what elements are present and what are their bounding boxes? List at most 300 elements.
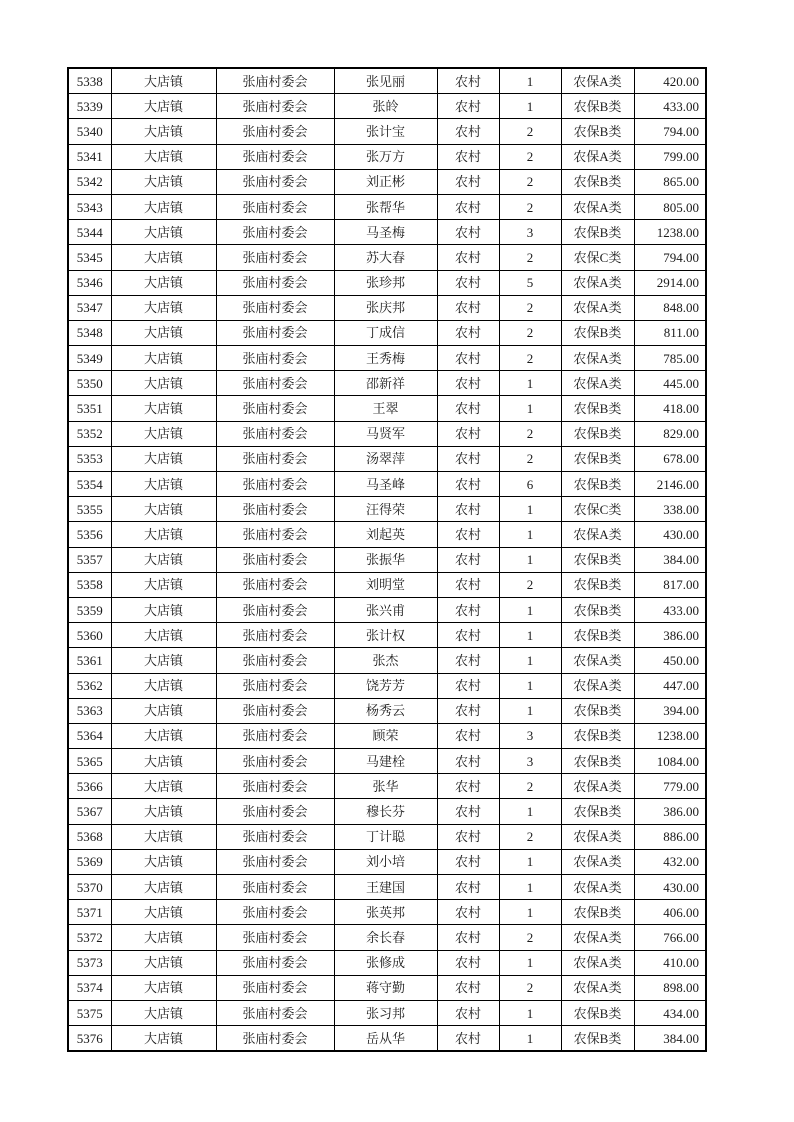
- cell-village-committee: 张庙村委会: [216, 1026, 334, 1052]
- table-row: [68, 774, 706, 799]
- cell-town: 大店镇: [111, 144, 216, 169]
- cell-person-name: 汤翠萍: [334, 446, 437, 471]
- cell-serial-number: 5338: [68, 68, 111, 94]
- table-body: [68, 68, 706, 1051]
- cell-residence-type: 农村: [437, 94, 499, 119]
- cell-town: 大店镇: [111, 119, 216, 144]
- cell-insurance-category: 农保C类: [561, 245, 634, 270]
- cell-amount: 785.00: [634, 346, 706, 371]
- table-row: [68, 472, 706, 497]
- cell-person-count: 3: [499, 723, 561, 748]
- cell-insurance-category: 农保A类: [561, 774, 634, 799]
- cell-person-name: 汪得荣: [334, 497, 437, 522]
- cell-person-name: 蒋守勤: [334, 975, 437, 1000]
- cell-residence-type: 农村: [437, 497, 499, 522]
- cell-village-committee: 张庙村委会: [216, 194, 334, 219]
- cell-insurance-category: 农保A类: [561, 295, 634, 320]
- cell-residence-type: 农村: [437, 119, 499, 144]
- cell-amount: 384.00: [634, 1026, 706, 1052]
- cell-person-name: 刘明堂: [334, 572, 437, 597]
- cell-person-name: 张庆邦: [334, 295, 437, 320]
- cell-village-committee: 张庙村委会: [216, 875, 334, 900]
- cell-village-committee: 张庙村委会: [216, 1000, 334, 1025]
- cell-person-count: 1: [499, 648, 561, 673]
- cell-village-committee: 张庙村委会: [216, 320, 334, 345]
- cell-town: 大店镇: [111, 749, 216, 774]
- cell-person-count: 1: [499, 623, 561, 648]
- cell-person-name: 张皊: [334, 94, 437, 119]
- cell-village-committee: 张庙村委会: [216, 950, 334, 975]
- cell-amount: 817.00: [634, 572, 706, 597]
- cell-serial-number: 5356: [68, 522, 111, 547]
- cell-insurance-category: 农保C类: [561, 497, 634, 522]
- cell-village-committee: 张庙村委会: [216, 295, 334, 320]
- cell-serial-number: 5351: [68, 396, 111, 421]
- table-row: [68, 371, 706, 396]
- cell-serial-number: 5375: [68, 1000, 111, 1025]
- cell-insurance-category: 农保A类: [561, 925, 634, 950]
- cell-insurance-category: 农保A类: [561, 371, 634, 396]
- cell-village-committee: 张庙村委会: [216, 673, 334, 698]
- cell-amount: 2914.00: [634, 270, 706, 295]
- cell-village-committee: 张庙村委会: [216, 723, 334, 748]
- cell-amount: 432.00: [634, 849, 706, 874]
- cell-village-committee: 张庙村委会: [216, 346, 334, 371]
- cell-village-committee: 张庙村委会: [216, 824, 334, 849]
- table-row: [68, 698, 706, 723]
- cell-town: 大店镇: [111, 572, 216, 597]
- cell-town: 大店镇: [111, 446, 216, 471]
- cell-residence-type: 农村: [437, 623, 499, 648]
- cell-serial-number: 5349: [68, 346, 111, 371]
- cell-town: 大店镇: [111, 547, 216, 572]
- cell-insurance-category: 农保B类: [561, 472, 634, 497]
- cell-residence-type: 农村: [437, 875, 499, 900]
- cell-village-committee: 张庙村委会: [216, 396, 334, 421]
- cell-amount: 799.00: [634, 144, 706, 169]
- cell-insurance-category: 农保B类: [561, 119, 634, 144]
- cell-residence-type: 农村: [437, 194, 499, 219]
- cell-amount: 386.00: [634, 623, 706, 648]
- cell-village-committee: 张庙村委会: [216, 68, 334, 94]
- cell-residence-type: 农村: [437, 950, 499, 975]
- cell-village-committee: 张庙村委会: [216, 597, 334, 622]
- cell-residence-type: 农村: [437, 346, 499, 371]
- cell-town: 大店镇: [111, 723, 216, 748]
- cell-town: 大店镇: [111, 673, 216, 698]
- cell-serial-number: 5363: [68, 698, 111, 723]
- cell-serial-number: 5368: [68, 824, 111, 849]
- cell-serial-number: 5376: [68, 1026, 111, 1052]
- cell-person-name: 张万方: [334, 144, 437, 169]
- cell-village-committee: 张庙村委会: [216, 472, 334, 497]
- cell-amount: 450.00: [634, 648, 706, 673]
- cell-town: 大店镇: [111, 1026, 216, 1052]
- cell-town: 大店镇: [111, 346, 216, 371]
- table-row: [68, 522, 706, 547]
- cell-person-name: 张珍邦: [334, 270, 437, 295]
- cell-residence-type: 农村: [437, 774, 499, 799]
- cell-person-count: 1: [499, 94, 561, 119]
- cell-residence-type: 农村: [437, 975, 499, 1000]
- cell-person-name: 张计权: [334, 623, 437, 648]
- cell-residence-type: 农村: [437, 396, 499, 421]
- cell-serial-number: 5367: [68, 799, 111, 824]
- cell-town: 大店镇: [111, 824, 216, 849]
- cell-residence-type: 农村: [437, 169, 499, 194]
- cell-serial-number: 5342: [68, 169, 111, 194]
- cell-insurance-category: 农保B类: [561, 396, 634, 421]
- cell-residence-type: 农村: [437, 698, 499, 723]
- cell-village-committee: 张庙村委会: [216, 421, 334, 446]
- cell-serial-number: 5364: [68, 723, 111, 748]
- table-row: [68, 925, 706, 950]
- cell-village-committee: 张庙村委会: [216, 849, 334, 874]
- cell-town: 大店镇: [111, 799, 216, 824]
- cell-insurance-category: 农保A类: [561, 68, 634, 94]
- table-row: [68, 547, 706, 572]
- cell-person-count: 2: [499, 320, 561, 345]
- cell-town: 大店镇: [111, 975, 216, 1000]
- cell-village-committee: 张庙村委会: [216, 623, 334, 648]
- cell-residence-type: 农村: [437, 799, 499, 824]
- cell-serial-number: 5361: [68, 648, 111, 673]
- cell-person-name: 杨秀云: [334, 698, 437, 723]
- table-row: [68, 799, 706, 824]
- cell-serial-number: 5355: [68, 497, 111, 522]
- cell-residence-type: 农村: [437, 295, 499, 320]
- table-row: [68, 824, 706, 849]
- cell-amount: 779.00: [634, 774, 706, 799]
- cell-person-count: 2: [499, 245, 561, 270]
- cell-residence-type: 农村: [437, 245, 499, 270]
- cell-amount: 886.00: [634, 824, 706, 849]
- table-row: [68, 1000, 706, 1025]
- cell-residence-type: 农村: [437, 925, 499, 950]
- cell-town: 大店镇: [111, 220, 216, 245]
- cell-town: 大店镇: [111, 245, 216, 270]
- cell-serial-number: 5350: [68, 371, 111, 396]
- cell-person-name: 张杰: [334, 648, 437, 673]
- table-row: [68, 875, 706, 900]
- cell-person-name: 张华: [334, 774, 437, 799]
- table-row: [68, 270, 706, 295]
- cell-town: 大店镇: [111, 950, 216, 975]
- cell-residence-type: 农村: [437, 900, 499, 925]
- cell-residence-type: 农村: [437, 446, 499, 471]
- cell-village-committee: 张庙村委会: [216, 774, 334, 799]
- cell-amount: 430.00: [634, 875, 706, 900]
- cell-person-name: 张英邦: [334, 900, 437, 925]
- cell-town: 大店镇: [111, 169, 216, 194]
- cell-insurance-category: 农保A类: [561, 194, 634, 219]
- cell-person-name: 丁成信: [334, 320, 437, 345]
- cell-person-count: 1: [499, 497, 561, 522]
- table-row: [68, 68, 706, 94]
- cell-town: 大店镇: [111, 295, 216, 320]
- cell-insurance-category: 农保B类: [561, 446, 634, 471]
- cell-person-count: 2: [499, 194, 561, 219]
- cell-insurance-category: 农保A类: [561, 824, 634, 849]
- cell-residence-type: 农村: [437, 723, 499, 748]
- cell-insurance-category: 农保B类: [561, 220, 634, 245]
- cell-village-committee: 张庙村委会: [216, 900, 334, 925]
- cell-insurance-category: 农保B类: [561, 547, 634, 572]
- cell-person-name: 马贤军: [334, 421, 437, 446]
- table-row: [68, 396, 706, 421]
- cell-residence-type: 农村: [437, 547, 499, 572]
- cell-person-name: 刘起英: [334, 522, 437, 547]
- cell-insurance-category: 农保B类: [561, 320, 634, 345]
- cell-residence-type: 农村: [437, 749, 499, 774]
- cell-insurance-category: 农保B类: [561, 799, 634, 824]
- cell-serial-number: 5347: [68, 295, 111, 320]
- cell-village-committee: 张庙村委会: [216, 245, 334, 270]
- cell-serial-number: 5343: [68, 194, 111, 219]
- cell-person-name: 丁计聪: [334, 824, 437, 849]
- table-row: [68, 144, 706, 169]
- cell-town: 大店镇: [111, 472, 216, 497]
- cell-person-count: 1: [499, 68, 561, 94]
- cell-village-committee: 张庙村委会: [216, 522, 334, 547]
- cell-village-committee: 张庙村委会: [216, 547, 334, 572]
- cell-person-count: 1: [499, 799, 561, 824]
- cell-town: 大店镇: [111, 396, 216, 421]
- cell-amount: 418.00: [634, 396, 706, 421]
- cell-person-name: 岳从华: [334, 1026, 437, 1052]
- cell-person-name: 王翠: [334, 396, 437, 421]
- cell-amount: 434.00: [634, 1000, 706, 1025]
- cell-village-committee: 张庙村委会: [216, 799, 334, 824]
- cell-village-committee: 张庙村委会: [216, 975, 334, 1000]
- cell-residence-type: 农村: [437, 673, 499, 698]
- cell-town: 大店镇: [111, 925, 216, 950]
- cell-insurance-category: 农保B类: [561, 1026, 634, 1052]
- cell-serial-number: 5354: [68, 472, 111, 497]
- cell-residence-type: 农村: [437, 597, 499, 622]
- cell-person-name: 马建栓: [334, 749, 437, 774]
- cell-person-count: 2: [499, 421, 561, 446]
- beneficiary-table: [67, 67, 707, 1052]
- cell-amount: 433.00: [634, 94, 706, 119]
- cell-residence-type: 农村: [437, 371, 499, 396]
- cell-insurance-category: 农保B类: [561, 597, 634, 622]
- cell-residence-type: 农村: [437, 522, 499, 547]
- cell-town: 大店镇: [111, 849, 216, 874]
- cell-village-committee: 张庙村委会: [216, 270, 334, 295]
- cell-residence-type: 农村: [437, 1026, 499, 1052]
- cell-amount: 766.00: [634, 925, 706, 950]
- cell-village-committee: 张庙村委会: [216, 925, 334, 950]
- cell-person-name: 张见丽: [334, 68, 437, 94]
- cell-town: 大店镇: [111, 421, 216, 446]
- cell-person-count: 1: [499, 396, 561, 421]
- cell-village-committee: 张庙村委会: [216, 119, 334, 144]
- cell-amount: 338.00: [634, 497, 706, 522]
- cell-insurance-category: 农保A类: [561, 346, 634, 371]
- cell-person-name: 穆长芬: [334, 799, 437, 824]
- cell-amount: 394.00: [634, 698, 706, 723]
- cell-person-count: 1: [499, 849, 561, 874]
- cell-residence-type: 农村: [437, 144, 499, 169]
- cell-residence-type: 农村: [437, 849, 499, 874]
- cell-person-count: 1: [499, 950, 561, 975]
- cell-village-committee: 张庙村委会: [216, 572, 334, 597]
- cell-person-name: 张振华: [334, 547, 437, 572]
- cell-serial-number: 5362: [68, 673, 111, 698]
- cell-amount: 406.00: [634, 900, 706, 925]
- table-row: [68, 673, 706, 698]
- cell-serial-number: 5358: [68, 572, 111, 597]
- cell-insurance-category: 农保A类: [561, 648, 634, 673]
- cell-insurance-category: 农保B类: [561, 900, 634, 925]
- cell-person-name: 邵新祥: [334, 371, 437, 396]
- cell-person-count: 2: [499, 169, 561, 194]
- table-row: [68, 749, 706, 774]
- cell-person-count: 1: [499, 597, 561, 622]
- cell-insurance-category: 农保A类: [561, 522, 634, 547]
- cell-town: 大店镇: [111, 623, 216, 648]
- cell-amount: 898.00: [634, 975, 706, 1000]
- cell-serial-number: 5360: [68, 623, 111, 648]
- cell-serial-number: 5372: [68, 925, 111, 950]
- cell-person-name: 刘正彬: [334, 169, 437, 194]
- cell-amount: 1238.00: [634, 723, 706, 748]
- cell-amount: 433.00: [634, 597, 706, 622]
- cell-insurance-category: 农保B类: [561, 421, 634, 446]
- cell-town: 大店镇: [111, 522, 216, 547]
- table-row: [68, 975, 706, 1000]
- cell-amount: 2146.00: [634, 472, 706, 497]
- cell-person-name: 张计宝: [334, 119, 437, 144]
- cell-residence-type: 农村: [437, 421, 499, 446]
- cell-insurance-category: 农保A类: [561, 673, 634, 698]
- cell-insurance-category: 农保A类: [561, 849, 634, 874]
- cell-amount: 829.00: [634, 421, 706, 446]
- cell-village-committee: 张庙村委会: [216, 169, 334, 194]
- cell-insurance-category: 农保B类: [561, 572, 634, 597]
- cell-person-count: 2: [499, 446, 561, 471]
- cell-person-name: 王建国: [334, 875, 437, 900]
- cell-person-count: 1: [499, 698, 561, 723]
- cell-serial-number: 5357: [68, 547, 111, 572]
- cell-person-count: 5: [499, 270, 561, 295]
- table-row: [68, 1026, 706, 1052]
- cell-serial-number: 5370: [68, 875, 111, 900]
- cell-person-count: 3: [499, 220, 561, 245]
- cell-serial-number: 5345: [68, 245, 111, 270]
- cell-amount: 848.00: [634, 295, 706, 320]
- cell-person-count: 1: [499, 900, 561, 925]
- cell-amount: 811.00: [634, 320, 706, 345]
- cell-serial-number: 5374: [68, 975, 111, 1000]
- cell-person-count: 1: [499, 1026, 561, 1052]
- cell-person-count: 2: [499, 824, 561, 849]
- cell-residence-type: 农村: [437, 824, 499, 849]
- cell-person-count: 2: [499, 144, 561, 169]
- cell-serial-number: 5359: [68, 597, 111, 622]
- table-row: [68, 572, 706, 597]
- cell-person-name: 饶芳芳: [334, 673, 437, 698]
- cell-person-name: 张习邦: [334, 1000, 437, 1025]
- cell-insurance-category: 农保B类: [561, 169, 634, 194]
- cell-residence-type: 农村: [437, 220, 499, 245]
- cell-insurance-category: 农保A类: [561, 270, 634, 295]
- cell-person-count: 1: [499, 1000, 561, 1025]
- cell-amount: 805.00: [634, 194, 706, 219]
- cell-serial-number: 5346: [68, 270, 111, 295]
- cell-amount: 384.00: [634, 547, 706, 572]
- cell-person-count: 2: [499, 975, 561, 1000]
- table-row: [68, 94, 706, 119]
- cell-amount: 386.00: [634, 799, 706, 824]
- cell-town: 大店镇: [111, 94, 216, 119]
- cell-amount: 1238.00: [634, 220, 706, 245]
- table-row: [68, 648, 706, 673]
- cell-serial-number: 5340: [68, 119, 111, 144]
- cell-town: 大店镇: [111, 648, 216, 673]
- cell-serial-number: 5339: [68, 94, 111, 119]
- cell-village-committee: 张庙村委会: [216, 698, 334, 723]
- table-row: [68, 597, 706, 622]
- cell-person-count: 1: [499, 547, 561, 572]
- cell-amount: 865.00: [634, 169, 706, 194]
- cell-serial-number: 5344: [68, 220, 111, 245]
- cell-residence-type: 农村: [437, 648, 499, 673]
- cell-village-committee: 张庙村委会: [216, 446, 334, 471]
- cell-village-committee: 张庙村委会: [216, 94, 334, 119]
- table-row: [68, 421, 706, 446]
- cell-amount: 430.00: [634, 522, 706, 547]
- cell-serial-number: 5341: [68, 144, 111, 169]
- cell-serial-number: 5373: [68, 950, 111, 975]
- cell-person-count: 1: [499, 522, 561, 547]
- cell-serial-number: 5366: [68, 774, 111, 799]
- table-row: [68, 245, 706, 270]
- cell-person-count: 1: [499, 673, 561, 698]
- cell-town: 大店镇: [111, 371, 216, 396]
- table-row: [68, 320, 706, 345]
- cell-amount: 410.00: [634, 950, 706, 975]
- cell-person-count: 2: [499, 572, 561, 597]
- cell-residence-type: 农村: [437, 1000, 499, 1025]
- cell-village-committee: 张庙村委会: [216, 497, 334, 522]
- cell-person-count: 2: [499, 925, 561, 950]
- cell-person-name: 马圣梅: [334, 220, 437, 245]
- cell-insurance-category: 农保B类: [561, 1000, 634, 1025]
- cell-person-count: 2: [499, 346, 561, 371]
- cell-person-name: 苏大春: [334, 245, 437, 270]
- table-row: [68, 900, 706, 925]
- cell-residence-type: 农村: [437, 572, 499, 597]
- cell-village-committee: 张庙村委会: [216, 220, 334, 245]
- table-row: [68, 295, 706, 320]
- cell-village-committee: 张庙村委会: [216, 749, 334, 774]
- cell-serial-number: 5352: [68, 421, 111, 446]
- table-row: [68, 119, 706, 144]
- cell-insurance-category: 农保B类: [561, 94, 634, 119]
- cell-insurance-category: 农保B类: [561, 623, 634, 648]
- cell-village-committee: 张庙村委会: [216, 648, 334, 673]
- cell-person-count: 2: [499, 119, 561, 144]
- cell-person-name: 王秀梅: [334, 346, 437, 371]
- cell-amount: 447.00: [634, 673, 706, 698]
- cell-person-count: 1: [499, 371, 561, 396]
- table-row: [68, 220, 706, 245]
- cell-town: 大店镇: [111, 320, 216, 345]
- cell-residence-type: 农村: [437, 320, 499, 345]
- cell-town: 大店镇: [111, 1000, 216, 1025]
